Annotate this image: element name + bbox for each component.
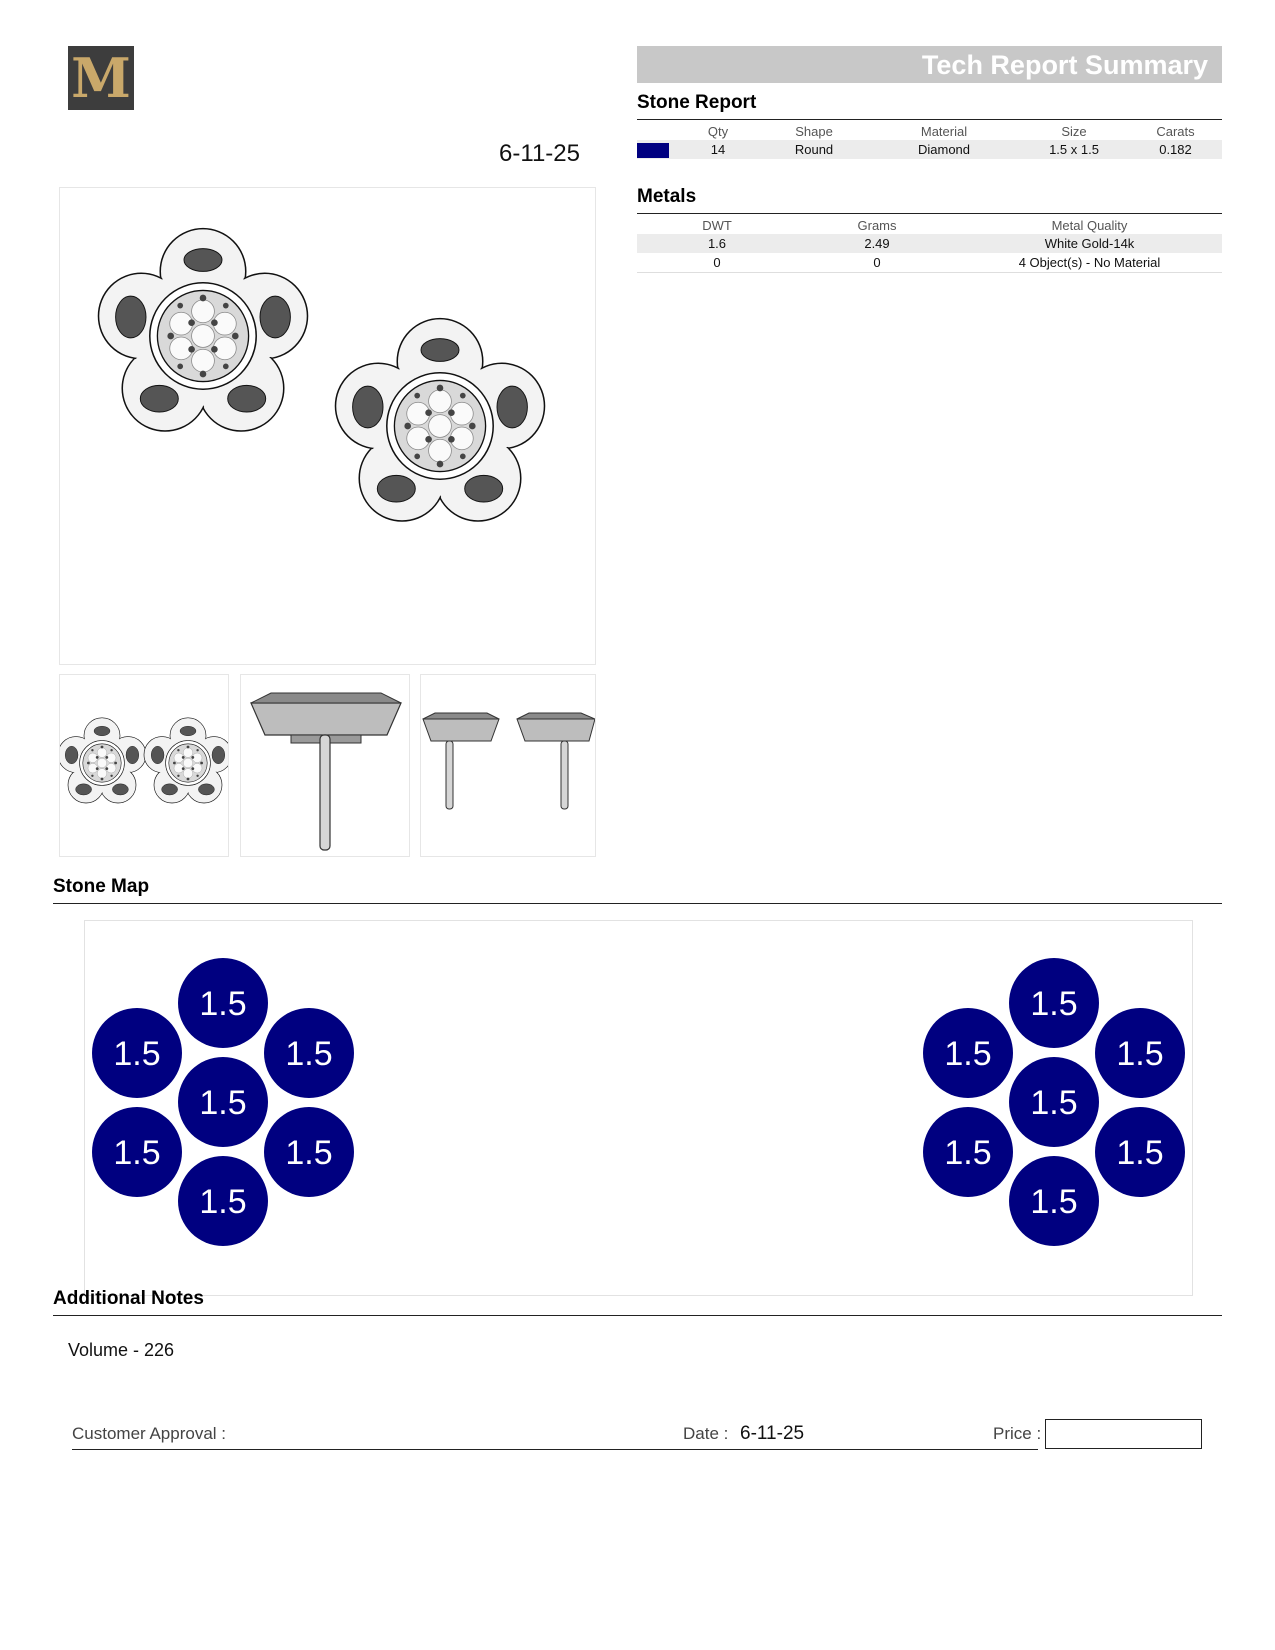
col-carats: Carats xyxy=(1156,123,1195,139)
divider xyxy=(637,213,1222,214)
table-row xyxy=(637,253,1222,273)
stone-size-label: 1.5 xyxy=(285,1134,333,1172)
stone-size-label: 1.5 xyxy=(1030,1084,1078,1122)
date-label: Date : xyxy=(683,1424,729,1443)
earring-render-svg xyxy=(60,188,595,664)
stone-size-label: 1.5 xyxy=(113,1134,161,1172)
logo-letter: M xyxy=(71,46,131,110)
stone-size-label: 1.5 xyxy=(199,1183,247,1221)
earring-render xyxy=(59,187,596,665)
cell-grams: 2.49 xyxy=(797,234,957,253)
cell-qty: 14 xyxy=(677,140,759,159)
stone-map-svg xyxy=(85,921,1192,1295)
metals-table xyxy=(637,216,1222,273)
col-grams: Grams xyxy=(857,217,897,233)
stone-map-heading: Stone Map xyxy=(53,876,150,897)
col-material: Material xyxy=(920,123,968,139)
cell-size: 1.5 x 1.5 xyxy=(1019,140,1129,159)
cell-dwt: 0 xyxy=(637,253,797,273)
cell-grams: 0 xyxy=(797,253,957,273)
earring-thumbnail-side xyxy=(240,674,410,857)
notes-heading: Additional Notes xyxy=(53,1288,204,1309)
col-shape: Shape xyxy=(795,123,833,139)
stone-color-swatch xyxy=(637,140,677,159)
col-metal-quality: Metal Quality xyxy=(1051,217,1128,233)
title-bar xyxy=(637,46,1222,83)
price-input[interactable] xyxy=(1045,1419,1202,1449)
stone-size-label: 1.5 xyxy=(1030,1183,1078,1221)
stone-size-label: 1.5 xyxy=(1116,1134,1164,1172)
page-title: Tech Report Summary xyxy=(921,50,1208,80)
stone-size-label: 1.5 xyxy=(944,1134,992,1172)
swatch-header xyxy=(637,122,677,140)
cell-shape: Round xyxy=(759,140,869,159)
cell-quality: 4 Object(s) - No Material xyxy=(957,253,1222,273)
col-dwt: DWT xyxy=(702,217,732,233)
table-row xyxy=(637,234,1222,253)
stone-report-heading: Stone Report xyxy=(637,92,757,113)
col-size: Size xyxy=(1061,123,1087,139)
approval-date-value: 6-11-25 xyxy=(740,1423,805,1444)
price-label: Price : xyxy=(993,1424,1042,1443)
cell-dwt: 1.6 xyxy=(637,234,797,253)
notes-text: Volume - 226 xyxy=(68,1340,175,1360)
col-qty: Qty xyxy=(707,123,729,139)
stone-size-label: 1.5 xyxy=(1030,985,1078,1023)
divider xyxy=(53,903,1222,904)
stone-report-table xyxy=(637,122,1222,159)
report-date: 6-11-25 xyxy=(499,140,580,167)
stone-size-label: 1.5 xyxy=(199,985,247,1023)
table-header-row xyxy=(637,216,1222,234)
earring-thumbnail-top xyxy=(59,674,229,857)
stone-size-label: 1.5 xyxy=(944,1035,992,1073)
stone-size-label: 1.5 xyxy=(285,1035,333,1073)
stone-size-label: 1.5 xyxy=(113,1035,161,1073)
metals-heading: Metals xyxy=(637,186,697,207)
stone-size-label: 1.5 xyxy=(199,1084,247,1122)
divider xyxy=(637,119,1222,120)
signature-line xyxy=(72,1449,1038,1450)
cell-material: Diamond xyxy=(869,140,1019,159)
stone-map xyxy=(84,920,1193,1296)
table-row xyxy=(637,140,1222,159)
earring-thumbnail-side-pair xyxy=(420,674,596,857)
stone-size-label: 1.5 xyxy=(1116,1035,1164,1073)
cell-quality: White Gold-14k xyxy=(957,234,1222,253)
divider xyxy=(53,1315,1222,1316)
customer-approval-label: Customer Approval : xyxy=(72,1424,227,1443)
logo-icon xyxy=(68,46,134,110)
cell-carats: 0.182 xyxy=(1129,140,1222,159)
table-header-row xyxy=(637,122,1222,140)
